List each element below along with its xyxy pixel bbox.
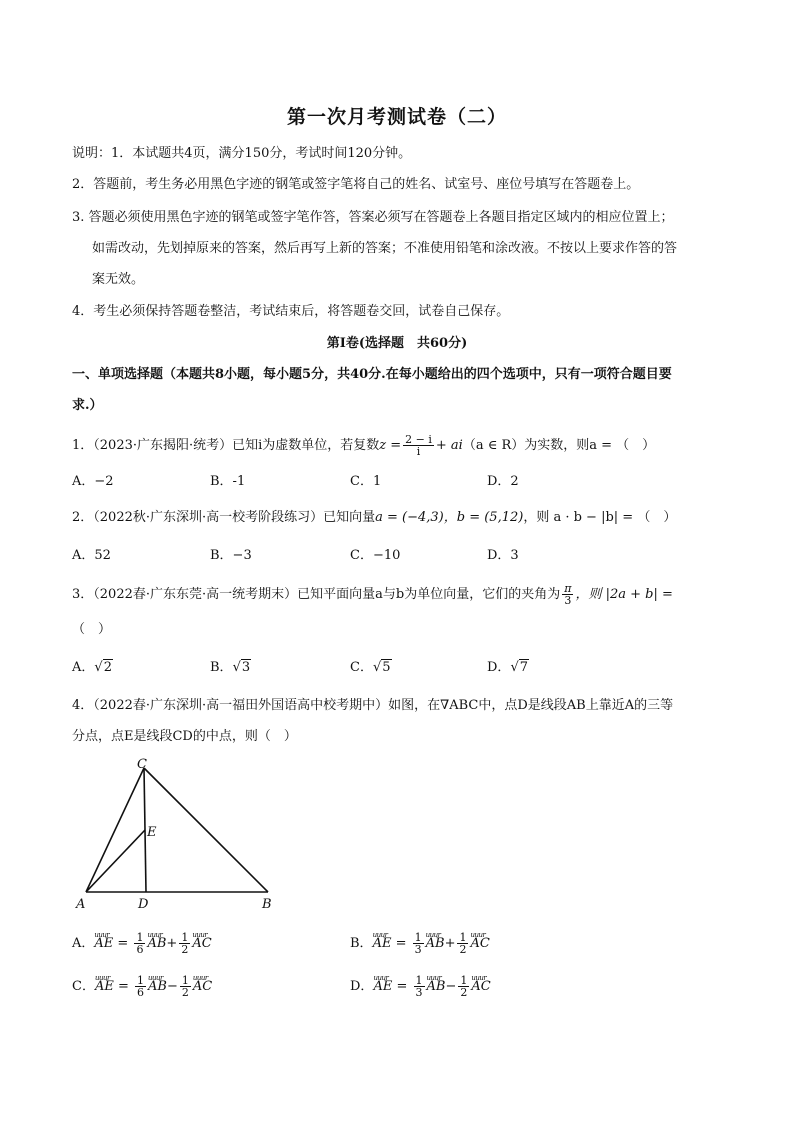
- operator: −: [166, 979, 178, 994]
- vector-ac: uuur AC: [470, 934, 489, 954]
- side-ac: [86, 768, 144, 892]
- q3-paren: （ ）: [72, 622, 112, 637]
- q3-angle-fraction: [562, 583, 573, 606]
- q3-option-b-label: B．: [210, 660, 233, 675]
- coef-1: $\frac{1}{6}$: [137, 974, 145, 999]
- coef-2: $\frac{1}{2}$: [459, 931, 467, 956]
- q4-option-d[interactable]: D．uuur AE = $\frac{1}{3}$ uuur AB− $\frac{1}{2}$ uuur AC: [350, 975, 491, 998]
- question-1: [72, 434, 655, 457]
- q2-option-d[interactable]: D．3: [487, 548, 519, 563]
- question-4-cont: 分点，点E是线段CD的中点，则（ ）: [72, 729, 297, 744]
- question-2: [72, 508, 676, 528]
- page-title: 第一次月考测试卷（二）: [286, 106, 507, 128]
- q1-frac-den: i: [416, 445, 421, 458]
- sqrt-icon: √5: [372, 660, 391, 675]
- q4-option-d-label: D．: [350, 979, 374, 994]
- coef-2: $\frac{1}{2}$: [181, 931, 189, 956]
- q4-option-a[interactable]: A．uuur AE = $\frac{1}{6}$ uuur AB+ $\frac{1}{2}$ uuur AC: [72, 932, 212, 955]
- q1-mid: + ai: [435, 438, 463, 453]
- q2-tail: ，则 a · b − |b| = （ ）: [523, 510, 677, 525]
- q2-vector-a: a = (−4,3): [375, 510, 444, 525]
- q1-option-c[interactable]: C．1: [350, 474, 382, 489]
- sqrt-icon: √7: [510, 660, 529, 675]
- q1-cond: （a ∈ R）为实数，则: [462, 438, 590, 453]
- q4-option-b[interactable]: B．uuur AE = $\frac{1}{3}$ uuur AB+ $\frac{1}{2}$ uuur AC: [350, 932, 490, 955]
- coef-1: $\frac{1}{3}$: [415, 974, 423, 999]
- q4-option-a-label: A．: [72, 936, 95, 951]
- vector-ac: uuur AC: [193, 977, 212, 997]
- part-heading: 一、单项选择题（本题共8小题，每小题5分，共40分.在每小题给出的四个选项中，只有一项符合题目要: [72, 367, 672, 382]
- q1-prefix: 1．（2023·广东揭阳·统考）已知i为虚数单位，若复数: [72, 438, 380, 453]
- q3-angle-num: π: [564, 582, 572, 595]
- q1-option-b[interactable]: B．-1: [210, 474, 246, 489]
- instruction-1: 说明：1．本试题共4页，满分150分，考试时间120分钟。: [72, 146, 412, 161]
- instruction-2: 2．答题前，考生务必用黑色字迹的钢笔或签字笔将自己的姓名、试室号、座位号填写在答题卷上。: [72, 177, 640, 192]
- q3-text: 3．（2022春·广东东莞·高一统考期末）已知平面向量: [72, 587, 376, 602]
- segment-ae: [86, 830, 145, 892]
- vector-ab: uuur AB: [426, 934, 445, 954]
- q3-option-a[interactable]: [72, 658, 113, 678]
- q2-text: 2．（2022秋·广东深圳·高一校考阶段练习）已知向量: [72, 510, 376, 525]
- operator: +: [166, 936, 178, 951]
- q3-option-b[interactable]: [210, 658, 251, 678]
- sqrt-icon: √3: [232, 660, 251, 675]
- section-title: 第I卷(选择题 共60分): [326, 336, 468, 351]
- coef-1: $\frac{1}{3}$: [414, 931, 422, 956]
- q3-option-d[interactable]: [487, 658, 529, 678]
- q2-vector-b: ，b = (5,12): [443, 510, 524, 525]
- vector-ab: uuur AB: [427, 977, 446, 997]
- q3-mid: a与b为单位向量，它们的夹角为: [375, 587, 561, 602]
- q4-option-c[interactable]: C．uuur AE = $\frac{1}{6}$ uuur AB− $\frac{1}{2}$ uuur AC: [72, 975, 212, 998]
- instruction-4: 4．考生必须保持答题卷整洁，考试结束后，将答题卷交回，试卷自己保存。: [72, 304, 510, 319]
- instruction-3-end: 案无效。: [92, 272, 145, 287]
- q3-option-c[interactable]: [350, 658, 392, 678]
- q2-option-a[interactable]: A．52: [72, 548, 111, 563]
- coef-2: $\frac{1}{2}$: [460, 974, 468, 999]
- vector-ae: uuur AE: [373, 934, 392, 954]
- question-3: [72, 583, 673, 606]
- q1-option-d[interactable]: D．2: [487, 474, 519, 489]
- vector-ab: uuur AB: [148, 977, 167, 997]
- vector-ac: uuur AC: [471, 977, 490, 997]
- label-d: D: [138, 897, 149, 912]
- coef-2: $\frac{1}{2}$: [181, 974, 189, 999]
- q3-option-d-label: D．: [487, 660, 511, 675]
- q3-option-c-label: C．: [350, 660, 373, 675]
- label-b: B: [262, 897, 272, 912]
- vector-ae: uuur AE: [95, 977, 114, 997]
- q1-fraction: [403, 434, 434, 457]
- vector-ab: uuur AB: [147, 934, 166, 954]
- vector-ae: uuur AE: [94, 934, 113, 954]
- question-4: 4．（2022春·广东深圳·高一福田外国语高中校考期中）如图，在∇ABC中，点D是线段AB上靠近A的三等: [72, 698, 674, 713]
- operator: −: [445, 979, 457, 994]
- q1-tail: a = （ ）: [589, 438, 656, 453]
- q1-z: z =: [379, 438, 402, 453]
- q3-angle-den: 3: [564, 594, 572, 607]
- label-e: E: [147, 825, 157, 840]
- label-c: C: [137, 757, 147, 772]
- q4-option-c-label: C．: [72, 979, 95, 994]
- label-a: A: [76, 897, 86, 912]
- q3-tail: ，则 |2a + b| =: [575, 587, 673, 602]
- q1-option-a[interactable]: A．−2: [72, 474, 114, 489]
- part-heading-cont: 求.）: [72, 398, 103, 413]
- instruction-3-cont: 如需改动，先划掉原来的答案，然后再写上新的答案；不准使用铅笔和涂改液。不按以上要求作答的答: [92, 241, 678, 256]
- operator: +: [444, 936, 456, 951]
- vector-ac: uuur AC: [192, 934, 211, 954]
- side-cb: [144, 768, 268, 892]
- q4-option-b-label: B．: [350, 936, 373, 951]
- instruction-3: 3. 答题必须使用黑色字迹的钢笔或签字笔作答，答案必须写在答题卷上各题目指定区域内的相应位置上；: [72, 210, 674, 225]
- q2-option-c[interactable]: C．−10: [350, 548, 401, 563]
- q2-option-b[interactable]: B．−3: [210, 548, 252, 563]
- triangle-figure: [70, 750, 290, 920]
- q1-frac-num: 2 − i: [405, 433, 432, 446]
- vector-ae: uuur AE: [373, 977, 392, 997]
- q3-option-a-label: A．: [72, 660, 95, 675]
- sqrt-icon: √2: [94, 660, 112, 675]
- coef-1: $\frac{1}{6}$: [136, 931, 144, 956]
